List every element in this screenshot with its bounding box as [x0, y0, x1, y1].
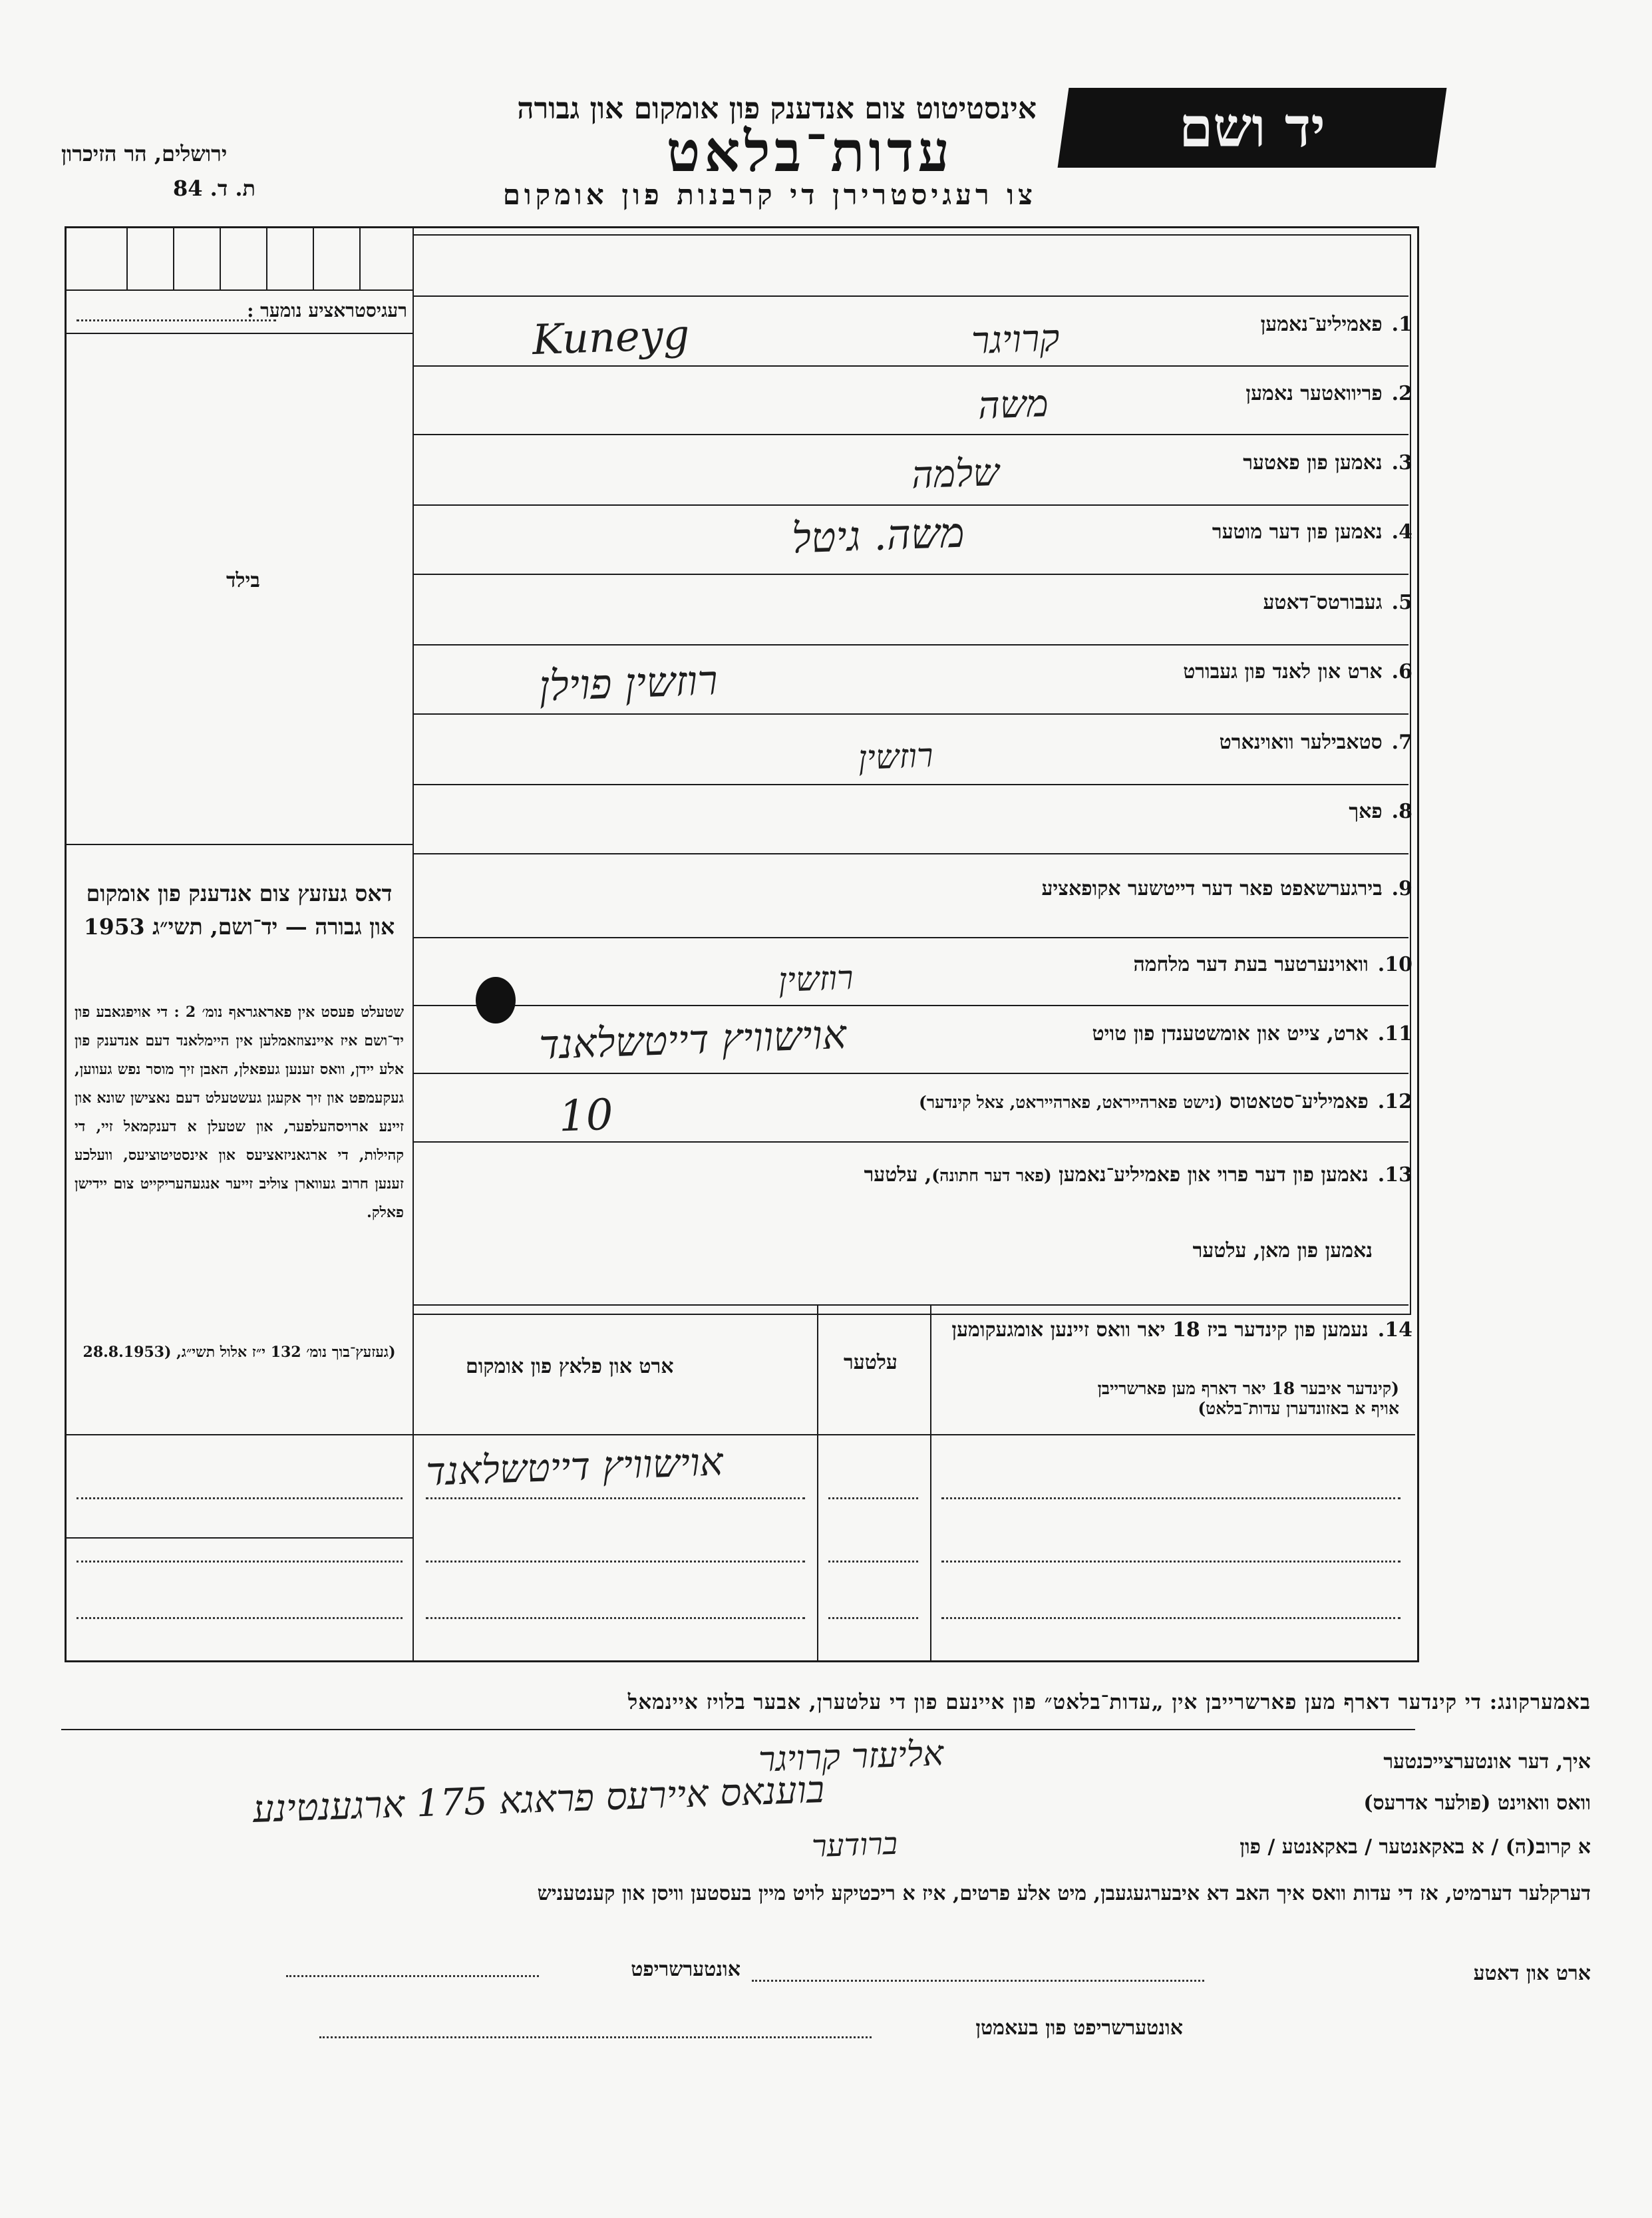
law-title: דאס געזעץ צום אנדענק פון אומקום און גבורה — יד־ושם, תשי״ג 1953	[83, 880, 395, 940]
field-3: 3.נאמען פון פאטער	[1243, 451, 1412, 474]
hand-wartime-residence: רוזשין	[778, 958, 854, 1000]
official-signature-label: אונטערשריפט פון בעאמטן	[975, 2016, 1183, 2040]
signature-label: אונטערשריפט	[631, 1958, 741, 1981]
field-14-note-2: אויף א באזונדערן עדות־בלאט)	[1198, 1399, 1399, 1418]
field-6: 6.ארט און לאנד פון געבורט	[1183, 660, 1412, 683]
field-7: 7.סטאבילער וואוינארט	[1219, 731, 1412, 754]
law-text: שטעלט פעסט אין פאראגראף נומ׳ 2 : די אויפגאבע פון יד־ושם איז איינצוזאמלען אין היימלאנד דעם אנדענק פון אלע יידן, וואס זענען געפאלן, האבן זיך מוסר נפש געווען, געקעמפט און זיך אקעגן געשטעלט דעם נאצישן שונא און זיינע ארויסהעלפער, און שטעלן א דענקמאל זיי, די קהילות, די ארגאניזאציעס און אינסטיטוציעס, וועלכע זענען חרוב געווארן צוליב זייער אנגעהעריקייט צום יידישן פאלק.	[75, 1004, 405, 1221]
hand-family-status: 10	[558, 1090, 614, 1142]
col-divider-1	[413, 1304, 414, 1660]
institute-name: אינסטיטוט צום אנדענק פון אומקום און גבורה	[517, 92, 1037, 126]
law-reference: (געזעץ־בוך נומ׳ 132 י״ז אלול תשי״ג, (28.8.1953	[83, 1344, 396, 1361]
relation-label: א קרוב(ה) / א באקאנטער / באקאנטע / פון	[1239, 1835, 1591, 1859]
remark-note: באמערקונג: די קינדער דארף מען פארשרייבן אין „עדות־בלאט״ פון איינעם פון די עלטערן, אבער בלויז איינמאל	[627, 1690, 1591, 1714]
hand-first-name: משה	[977, 382, 1049, 428]
address-label: וואס וואוינט (פולער אדרעס)	[1363, 1791, 1591, 1815]
field-13: 13.נאמען פון דער פרוי און פאמיליע־נאמען (פאר דער חתונה), עלטער	[864, 1163, 1412, 1187]
column-place: ארט און פלאץ פון אומקום	[466, 1355, 674, 1378]
declarant-label: איך, דער אונטערצייכנטער	[1383, 1750, 1591, 1773]
field-11: 11.ארט, צייט און אומשטענדן פון טויט	[1092, 1022, 1412, 1045]
field-2: 2.פריוואטער נאמען	[1245, 382, 1412, 405]
field-10: 10.וואוינערטער בעת דער מלחמה	[1133, 953, 1412, 976]
photo-placeholder: בילד	[226, 569, 260, 592]
field-5: 5.געבורטס־דאטע	[1263, 591, 1412, 614]
hand-relation: ברודער	[811, 1825, 898, 1865]
hand-declarant-name: אליעזר קרויגר	[758, 1734, 945, 1780]
field-14-note-1: (קינדער איבער 18 יאר דארף מען פארשרייבן	[1097, 1379, 1399, 1398]
form-subtitle: צו רעגיסטרירן די קרבנות פון אומקום	[502, 178, 1037, 211]
field-12: 12.פאמיליע־סטאטוס (נישט פארהייראט, פארהייראט, צאל קינדער)	[919, 1090, 1412, 1113]
hand-mother-name: משה. גיטל	[790, 508, 965, 563]
hand-birthplace: רוזשין פוילן	[538, 655, 719, 711]
registration-number-label: רעגיסטראציע נומער :	[247, 299, 407, 321]
declaration-text: דערקלער דערמיט, אז די עדות וואס איך האב דא איבערגעגעבן, מיט אלע פרטים, איז א ריכטיקע לויט מיין בעסטען וויסן און קענטעניש	[537, 1882, 1591, 1905]
col-divider-2	[817, 1304, 818, 1660]
hand-child-death-place: אוישוויץ דייטשלאנד	[424, 1439, 724, 1495]
field-13-husband: נאמען פון מאן, עלטער	[1192, 1239, 1373, 1262]
hand-declarant-address: בוענאס איירעס פראגא 175 ארגענטינע	[252, 1768, 826, 1831]
registration-number-field[interactable]	[77, 319, 276, 321]
place-date-label: ארט און דאטע	[1473, 1962, 1591, 1985]
place-date-field[interactable]	[752, 1980, 1204, 1982]
ink-blot	[476, 977, 516, 1023]
yad-vashem-logo: יד ושם	[1058, 88, 1447, 168]
official-signature-field[interactable]	[319, 2036, 872, 2038]
field-4: 4.נאמען פון דער מוטער	[1212, 520, 1412, 544]
col-divider-3	[930, 1304, 931, 1660]
form-title: עדות־בלאט	[666, 118, 953, 184]
hand-residence: רוזשין	[858, 736, 934, 777]
location-text: ירושלים, הר הזיכרון	[61, 141, 228, 166]
hand-surname: קרויגר	[970, 316, 1061, 363]
field-1: 1.פאמיליע־נאמען	[1260, 313, 1412, 336]
hand-surname-latin: Kuneyg	[531, 309, 691, 365]
field-8: 8.פאך	[1349, 800, 1412, 823]
hand-death-place: אוישוויץ דייטשלאנד	[538, 1011, 848, 1069]
note-divider	[61, 1729, 1415, 1730]
column-age: עלטער	[844, 1351, 898, 1374]
field-14: 14.נעמען פון קינדער ביז 18 יאר וואס זיינען אומגעקומען	[951, 1318, 1412, 1342]
signature-field[interactable]	[286, 1975, 539, 1977]
hand-father-name: שלמה	[910, 451, 1000, 498]
po-box-code: ת. ד. 84	[173, 176, 255, 201]
field-9: 9.בירגערשאפט פאר דער דייטשער אקופאציע	[1041, 877, 1412, 900]
